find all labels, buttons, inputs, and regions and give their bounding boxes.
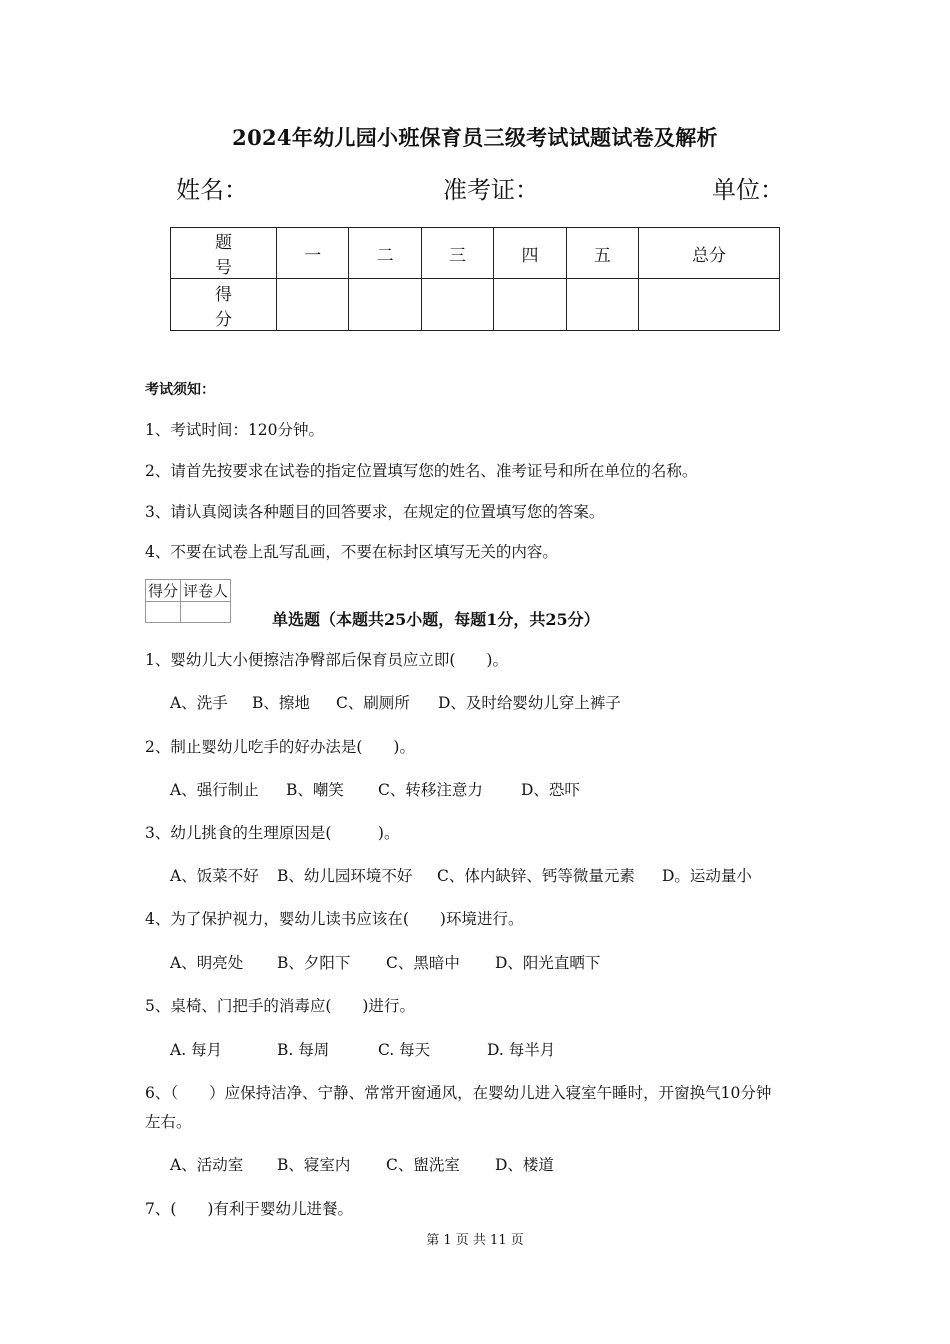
option[interactable]: B. 每周 (277, 1041, 330, 1059)
option[interactable]: D。运动量小 (662, 867, 752, 885)
option[interactable]: B、擦地 (252, 694, 310, 712)
option[interactable]: A. 每月 (170, 1041, 223, 1059)
question-stem: 6、（ ）应保持洁净、宁静、常常开窗通风，在婴幼儿进入寝室午睡时，开窗换气10分钟 (145, 1084, 772, 1102)
option[interactable]: B、寝室内 (277, 1156, 351, 1174)
score-cell[interactable] (639, 279, 780, 331)
question-options (170, 1038, 555, 1060)
option[interactable]: B、夕阳下 (277, 954, 351, 972)
score-table-header-cell: 总分 (639, 228, 780, 279)
question-stem: 4、为了保护视力，婴幼儿读书应该在( )环境进行。 (145, 910, 524, 928)
option[interactable]: A、活动室 (170, 1156, 244, 1174)
option[interactable]: C、盥洗室 (386, 1156, 460, 1174)
score-table-header-row (171, 228, 780, 279)
option[interactable]: D、恐吓 (521, 781, 580, 799)
option[interactable]: B、嘲笑 (286, 781, 344, 799)
option[interactable]: D、楼道 (495, 1156, 554, 1174)
score-table (170, 227, 780, 331)
notice-item: 3、请认真阅读各种题目的回答要求，在规定的位置填写您的答案。 (145, 503, 605, 521)
option[interactable]: C、黑暗中 (386, 954, 460, 972)
notice-item: 4、不要在试卷上乱写乱画，不要在标封区填写无关的内容。 (145, 543, 558, 561)
option[interactable]: B、幼儿园环境不好 (277, 867, 413, 885)
question-options (170, 951, 600, 973)
page-title: 2024年幼儿园小班保育员三级考试试题试卷及解析 (232, 125, 718, 150)
question-stem: 7、( )有利于婴幼儿进餐。 (145, 1200, 353, 1218)
score-table-score-row (171, 279, 780, 331)
notice-item: 1、考试时间：120分钟。 (145, 421, 324, 439)
score-table-header-cell: 一 (277, 228, 349, 279)
option[interactable]: C. 每天 (378, 1041, 431, 1059)
score-cell[interactable] (566, 279, 638, 331)
unit-field-label: 单位： (712, 176, 784, 204)
score-cell[interactable] (277, 279, 349, 331)
option[interactable]: D、及时给婴幼儿穿上裤子 (438, 694, 621, 712)
option[interactable]: C、刷厕所 (336, 694, 410, 712)
option[interactable]: D. 每半月 (487, 1041, 556, 1059)
exam-id-field-label: 准考证： (443, 176, 539, 204)
option[interactable]: A、饭菜不好 (170, 867, 259, 885)
grader-score-label: 得分 (146, 580, 181, 602)
score-table-header-cell: 二 (349, 228, 421, 279)
option[interactable]: C、转移注意力 (378, 781, 483, 799)
grader-score-cell[interactable] (146, 602, 181, 623)
notice-heading: 考试须知： (145, 382, 215, 398)
score-table-header-cell: 三 (421, 228, 493, 279)
question-stem-continued: 左右。 (145, 1113, 192, 1131)
question-stem: 5、桌椅、门把手的消毒应( )进行。 (145, 997, 415, 1015)
grader-box (145, 579, 231, 623)
question-options (170, 691, 621, 713)
section-title: 单选题（本题共25小题，每题1分，共25分） (272, 610, 600, 629)
option[interactable]: A、洗手 (170, 694, 228, 712)
option[interactable]: A、明亮处 (170, 954, 244, 972)
option[interactable]: C、体内缺锌、钙等微量元素 (437, 867, 635, 885)
question-stem: 2、制止婴幼儿吃手的好办法是( )。 (145, 738, 415, 756)
notice-item: 2、请首先按要求在试卷的指定位置填写您的姓名、准考证号和所在单位的名称。 (145, 462, 698, 480)
score-table-header-cell: 四 (494, 228, 566, 279)
score-cell[interactable] (421, 279, 493, 331)
question-options (170, 778, 580, 800)
question-stem: 1、婴幼儿大小便擦洁净臀部后保育员应立即( )。 (145, 651, 508, 669)
score-cell[interactable] (349, 279, 421, 331)
option[interactable]: D、阳光直晒下 (495, 954, 601, 972)
score-table-row-label: 得 分 (171, 279, 277, 331)
grader-reviewer-label: 评卷人 (181, 580, 231, 602)
question-stem: 3、幼儿挑食的生理原因是( )。 (145, 824, 400, 842)
page-footer: 第 1 页 共 11 页 (426, 1233, 524, 1248)
option[interactable]: A、强行制止 (170, 781, 259, 799)
name-field-label: 姓名： (176, 176, 248, 204)
question-options (170, 864, 752, 886)
score-table-header-cell: 五 (566, 228, 638, 279)
score-table-header-label: 题 号 (171, 228, 277, 279)
question-options (170, 1153, 554, 1175)
score-cell[interactable] (494, 279, 566, 331)
grader-reviewer-cell[interactable] (181, 602, 231, 623)
